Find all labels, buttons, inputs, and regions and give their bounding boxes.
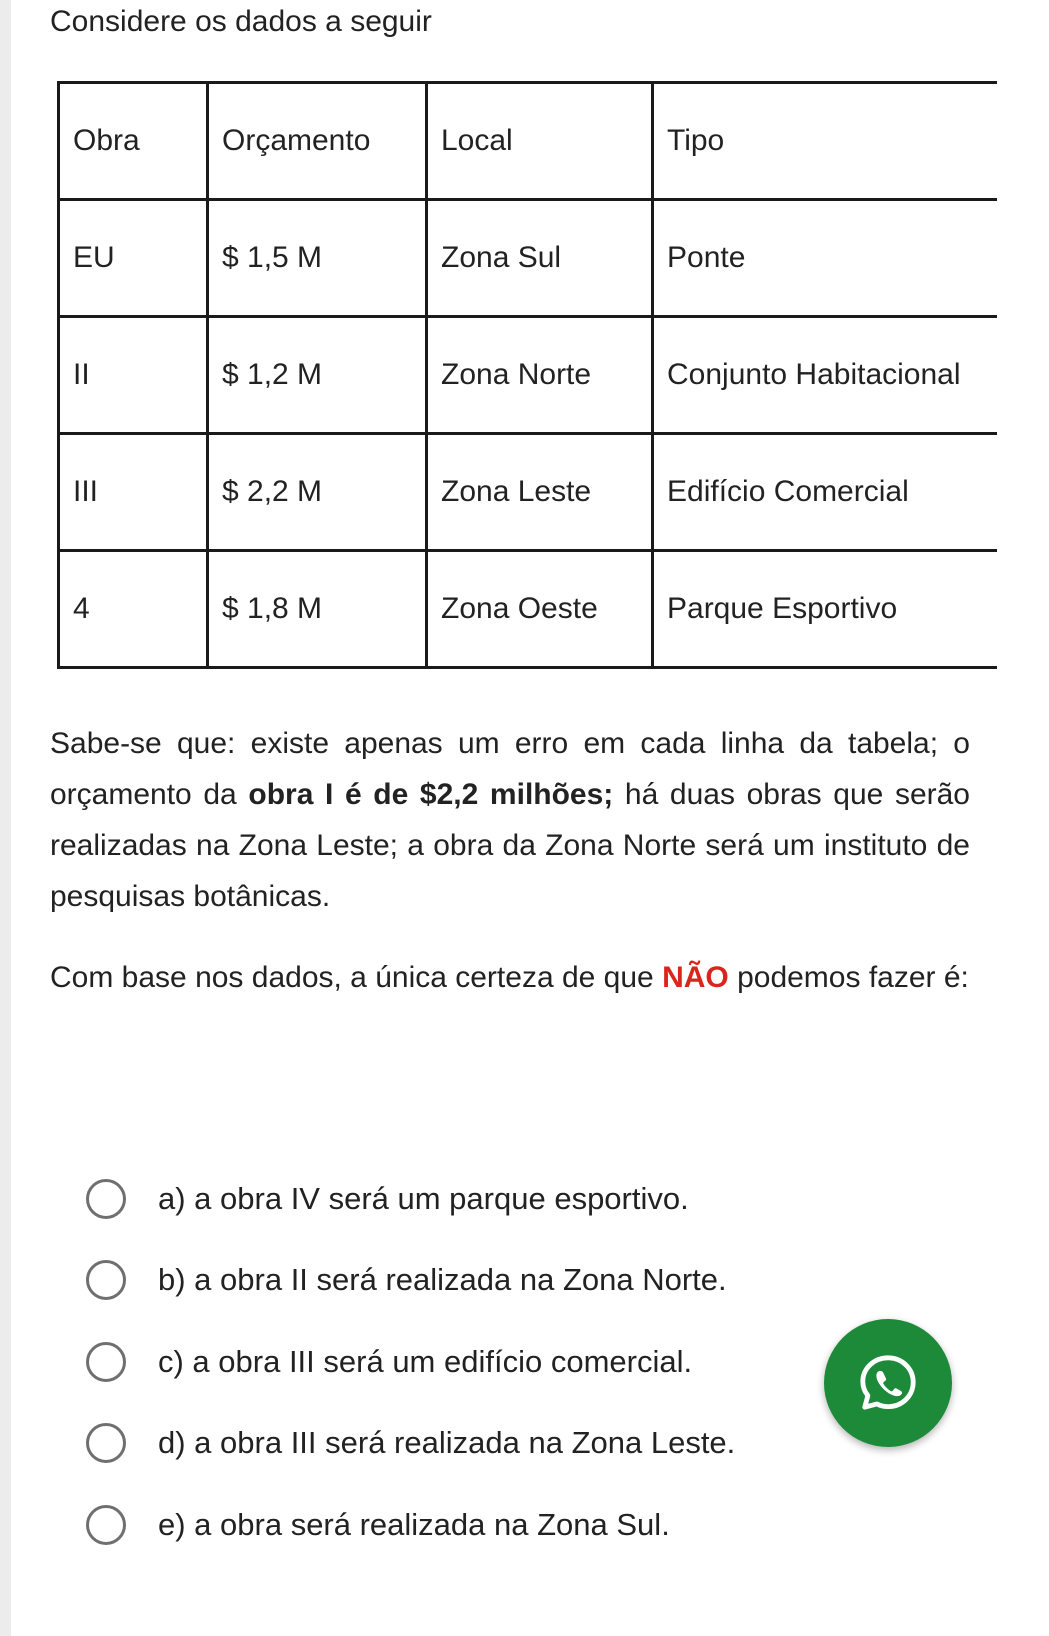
cell-obra: II — [59, 317, 208, 434]
table-header-row — [59, 83, 998, 200]
whatsapp-button[interactable] — [824, 1319, 952, 1447]
question-text-start: Com base nos dados, a única certeza de que — [50, 961, 663, 994]
option-b[interactable] — [86, 1240, 735, 1322]
option-a[interactable] — [86, 1158, 735, 1240]
radio-button[interactable] — [86, 1423, 126, 1463]
option-label: e) a obra será realizada na Zona Sul. — [158, 1506, 670, 1542]
cell-tipo: Edifício Comercial — [653, 434, 998, 551]
cell-local: Zona Leste — [427, 434, 653, 551]
data-table — [57, 81, 997, 669]
answer-options — [86, 1158, 735, 1566]
option-label: d) a obra III será realizada na Zona Leste. — [158, 1425, 736, 1461]
header-orcamento: Orçamento — [208, 83, 427, 200]
cell-tipo: Parque Esportivo — [653, 551, 998, 668]
cell-orcamento: $ 1,2 M — [208, 317, 427, 434]
header-obra: Obra — [59, 83, 208, 200]
cell-local: Zona Norte — [427, 317, 653, 434]
clues-text-end: há duas obras que serão realizadas na Zona Leste; a obra da Zona Norte será um instituto de pesquisas botânicas. — [50, 778, 970, 913]
option-label: c) a obra III será um edifício comercial. — [158, 1343, 693, 1379]
left-border — [0, 0, 11, 1636]
radio-button[interactable] — [86, 1505, 126, 1545]
radio-button[interactable] — [86, 1179, 126, 1219]
table-row — [59, 434, 998, 551]
option-e[interactable] — [86, 1484, 735, 1566]
question-paragraph — [50, 952, 970, 1003]
cell-local: Zona Sul — [427, 200, 653, 317]
question-emphasis: NÃO — [662, 961, 729, 994]
cell-tipo: Ponte — [653, 200, 998, 317]
radio-button[interactable] — [86, 1342, 126, 1382]
cell-obra: III — [59, 434, 208, 551]
option-label: b) a obra II será realizada na Zona Norte. — [158, 1262, 727, 1298]
cell-orcamento: $ 2,2 M — [208, 434, 427, 551]
cell-obra: 4 — [59, 551, 208, 668]
cell-orcamento: $ 1,5 M — [208, 200, 427, 317]
intro-text: Considere os dados a seguir — [50, 5, 432, 38]
cell-local: Zona Oeste — [427, 551, 653, 668]
table-row — [59, 200, 998, 317]
table-row — [59, 551, 998, 668]
header-tipo: Tipo — [653, 83, 998, 200]
option-c[interactable] — [86, 1321, 735, 1403]
radio-button[interactable] — [86, 1260, 126, 1300]
cell-tipo: Conjunto Habitacional — [653, 317, 998, 434]
cell-obra: EU — [59, 200, 208, 317]
option-d[interactable] — [86, 1403, 735, 1485]
question-text-end: podemos fazer é: — [728, 961, 969, 994]
cell-orcamento: $ 1,8 M — [208, 551, 427, 668]
clues-bold-text: obra I é de $2,2 milhões; — [248, 778, 614, 811]
whatsapp-icon — [857, 1352, 919, 1414]
header-local: Local — [427, 83, 653, 200]
option-label: a) a obra IV será um parque esportivo. — [158, 1180, 689, 1216]
clues-paragraph — [50, 718, 970, 922]
table-row — [59, 317, 998, 434]
clues-text-start: Sabe-se que: existe apenas um erro em cada linha da tabela; o orçamento da — [50, 727, 970, 811]
